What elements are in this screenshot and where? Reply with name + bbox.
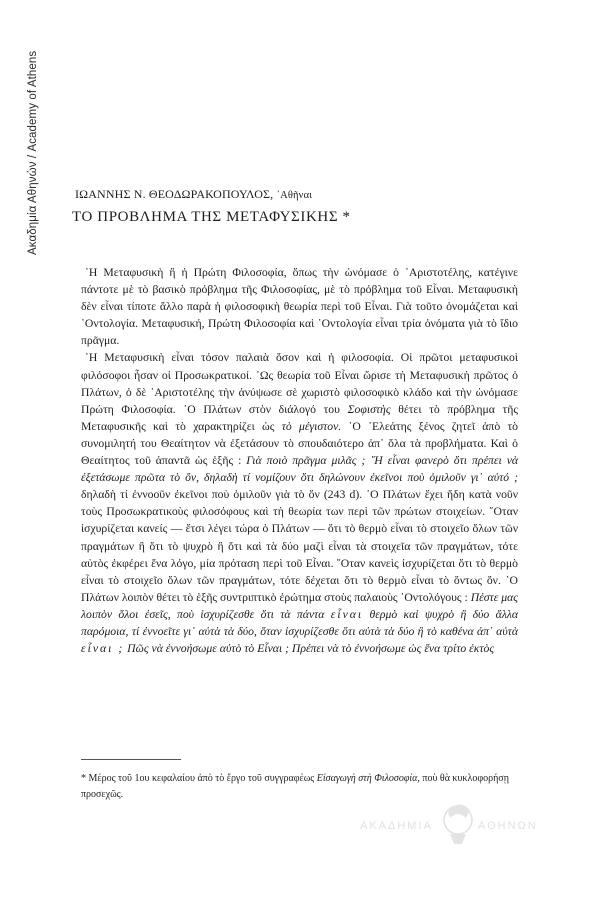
footnote-divider [81, 759, 181, 760]
watermark-left-text: ΑΚΑΔΗΜΙΑ [360, 820, 433, 832]
footnote: * Μέρος τοῦ 1ου κεφαλαίου ἀπὸ τὸ ἔργο τοῦ συγγραφέως Εἰσαγωγὴ στὴ Φιλοσοφία, ποὺ θὰ κυκλοφορήσῃ προσεχῶς. [81, 773, 509, 800]
paragraph: ῾Η Μεταφυσικὴ εἶναι τόσον παλαιὰ ὅσον καὶ ἡ φιλοσοφία. Οἱ πρῶτοι μεταφυσικοὶ φιλόσοφοι ἦσαν οἱ Προσωκρατικοί. ῾Ως θεωρία τοῦ Εἶναι ὥρισε τὴ Μεταφυσικὴ πρῶτος ὁ Πλάτων, ὁ δὲ ᾿Αριστοτέλης τὴν ἀνύψωσε σὲ χωριστὸ φιλοσοφικὸ κλάδο καὶ τὴν ὠνόμασε Πρώτη Φιλοσοφία. ῾Ο Πλάτων στὸν διάλογό του Σοφιστὴς θέτει τὸ πρόβλημα τῆς Μεταφυσικῆς καὶ τὸ χαρακτηρίζει ὡς τὸ μέγιστον. ῾Ο ᾿Ελεάτης ξένος ζητεῖ ἀπὸ τὸ συνομιλητή του Θεαίτητον νὰ ἐξετάσουν τὸ σπουδαιότερο ἀπ᾿ ὅλα τὰ προβλήματα. Καὶ ὁ Θεαίτητος τοῦ ἀπαντᾶ ὡς ἑξῆς : Γιὰ ποιὸ πρᾶγμα μιλᾶς ; ῞Η εἶναι φανερὸ ὅτι πρέπει νὰ ἐξετάσωμε πρῶτα τὸ ὄν, δηλαδὴ τί νομίζουν ὅτι δηλώνουν ἐκεῖνοι ποὺ ὁμιλοῦν γι᾿ αὐτό ; δηλαδὴ τί ἐννοοῦν ἐκεῖνοι ποὺ ὁμιλοῦν γιὰ τὸ ὄν (243 d). ῾Ο Πλάτων ἔχει ἤδη κατὰ νοῦν τοὺς Προσωκρατικοὺς φιλοσόφους καὶ τὴ θεωρία των περὶ τῶν πρώτων στοιχείων. ῞Οταν ἰσχυρίζεται κανείς — ἔτσι λέγει τώρα ὁ Πλάτων — ὅτι τὸ θερμὸ εἶναι τὸ στοιχεῖο ὅλων τῶν πραγμάτων ἢ ὅτι τὸ ψυχρὸ ἢ ὅτι καὶ τὰ δύο μαζὶ εἶναι τὰ στοιχεῖα τῶν πραγμάτων, τότε αὐτὸς ἐκφέρει ἕνα λόγο, μία πρόταση περὶ τοῦ Εἶναι. ῞Οταν κανεὶς ἰσχυρίζεται ὅτι τὸ θερμὸ εἶναι τὸ στοιχεῖο ὅλων τῶν πραγμάτων, τότε δέχεται ὅτι τὸ θερμὸ εἶναι τὸ ὄντως ὄν. ῾Ο Πλάτων λοιπὸν θέτει τὸ ἑξῆς συντριπτικὸ ἐρώτημα στοὺς παλαιοὺς ᾿Οντολόγους : Πέστε μας λοιπὸν ὅλοι ἐσεῖς, ποὺ ἰσχυρίζεσθε ὅτι τὰ πάντα εἶναι θερμὸ καὶ ψυχρὸ ἢ δύο ἄλλα παρόμοια, τί ἐννοεῖτε γι᾿ αὐτὰ τὰ δύο, ὅταν ἰσχυρίζεσθε ὅτι αὐτὰ τὰ δύο ἢ τὸ καθένα ἀπ᾿ αὐτὰ εἶναι ; Πῶς νὰ ἐννοήσωμε αὐτὸ τὸ Εἶναι ; Πρέπει νὰ τὸ ἐννοήσωμε ὡς ἕνα τρίτο ἐκτὸς [81, 351, 519, 656]
paragraph: ῾Η Μεταφυσικὴ ἢ ἡ Πρώτη Φιλοσοφία, ὅπως τὴν ὠνόμασε ὁ ᾿Αριστοτέλης, κατέγινε πάντοτε μὲ τὸ βασικὸ πρόβλημα τῆς Φιλοσοφίας, μὲ τὸ πρόβλημα τοῦ Εἶναι. Μεταφυσικὴ δὲν εἶναι τίποτε ἄλλο παρὰ ἡ φιλοσοφικὴ θεωρία περὶ τοῦ Εἶναι. Γιὰ τοῦτο ὀνομάζεται καὶ ᾿Οντολογία. Μεταφυσική, Πρώτη Φιλοσοφία καὶ ᾿Οντολογία εἶναι τρία ὀνόματα γιὰ τὸ ἴδιο πρᾶγμα. [81, 266, 518, 348]
article-body [81, 264, 518, 657]
athena-head-icon [438, 798, 478, 848]
author-line [75, 187, 312, 202]
author-name: ΙΩΑΝΝΗΣ Ν. ΘΕΟΔΩΡΑΚΟΠΟΥΛΟΣ, [75, 187, 274, 201]
watermark-right-text: ΑΘΗΝΩΝ [478, 820, 538, 832]
academy-watermark [360, 790, 560, 860]
article-title: ΤΟ ΠΡΟΒΛΗΜΑ ΤΗΣ ΜΕΤΑΦΥΣΙΚΗΣ * [72, 209, 351, 225]
author-place: ᾿Αθῆναι [276, 190, 313, 201]
archive-side-label: Ακαδημία Αθηνών / Academy of Athens [27, 50, 39, 255]
